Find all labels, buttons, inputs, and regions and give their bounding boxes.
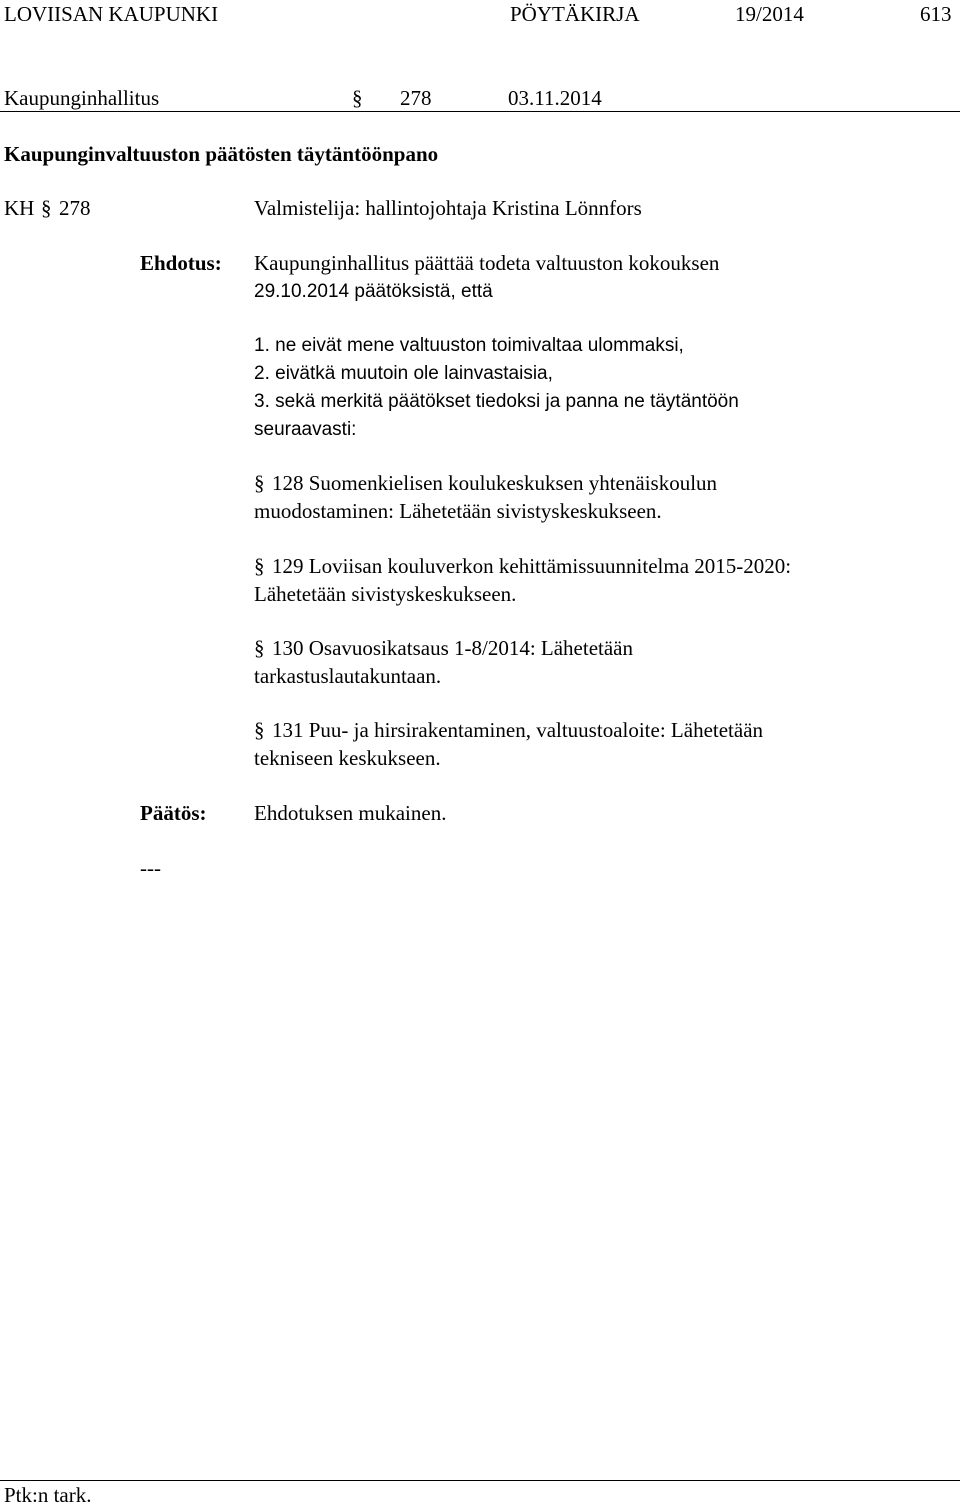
decision-128-line2: muodostaminen: Lähetetään sivistyskeskukseen. [254,499,662,523]
page-title: Kaupunginvaltuuston päätösten täytäntöönpano [4,142,439,166]
footer-text: Ptk:n tark. [4,1483,92,1507]
kh-section-symbol: § [41,196,52,220]
decision-129-line2: Lähetetään sivistyskeskukseen. [254,582,517,606]
footer-divider [0,1480,960,1481]
proposal-item-3: 3. sekä merkitä päätökset tiedoksi ja panna ne täytäntöön [254,391,739,412]
decision-128-line1: 128 Suomenkielisen koulukeskuksen yhtenäiskoulun [272,471,718,495]
preparer: Valmistelija: hallintojohtaja Kristina Lönnfors [254,196,642,220]
section-number: 278 [400,86,432,110]
kh-number: 278 [59,196,91,220]
decision-131-symbol: § [254,718,265,742]
decision-128-symbol: § [254,471,265,495]
header-divider [0,111,960,112]
meeting-body: Kaupunginhallitus [4,86,160,110]
decision-label: Päätös: [140,801,207,825]
decision-130-symbol: § [254,636,265,660]
decision-text: Ehdotuksen mukainen. [254,801,447,825]
end-marker: --- [140,856,161,880]
proposal-intro-line1: Kaupunginhallitus päättää todeta valtuuston kokouksen [254,251,720,275]
proposal-intro-line2: 29.10.2014 päätöksistä, että [254,281,493,302]
decision-130-line2: tarkastuslautakuntaan. [254,664,442,688]
proposal-item-2: 2. eivätkä muutoin ole lainvastaisia, [254,363,553,384]
proposal-item-1: 1. ne eivät mene valtuuston toimivaltaa ulommaksi, [254,335,684,356]
decision-130-line1: 130 Osavuosikatsaus 1-8/2014: Lähetetään [272,636,633,660]
decision-131-line2: tekniseen keskukseen. [254,746,441,770]
kh-label: KH [4,196,35,220]
decision-129-line1: 129 Loviisan kouluverkon kehittämissuunnitelma 2015-2020: [272,554,792,578]
city-name: LOVIISAN KAUPUNKI [4,2,219,26]
decision-129-symbol: § [254,554,265,578]
proposal-label: Ehdotus: [140,251,222,275]
proposal-item-3-cont: seuraavasti: [254,419,357,440]
decision-131-line1: 131 Puu- ja hirsirakentaminen, valtuustoaloite: Lähetetään [272,718,764,742]
meeting-date: 03.11.2014 [508,86,602,110]
document-type: PÖYTÄKIRJA [510,2,640,26]
section-symbol: § [352,86,363,110]
page-number: 613 [920,2,952,26]
issue-number: 19/2014 [735,2,804,26]
